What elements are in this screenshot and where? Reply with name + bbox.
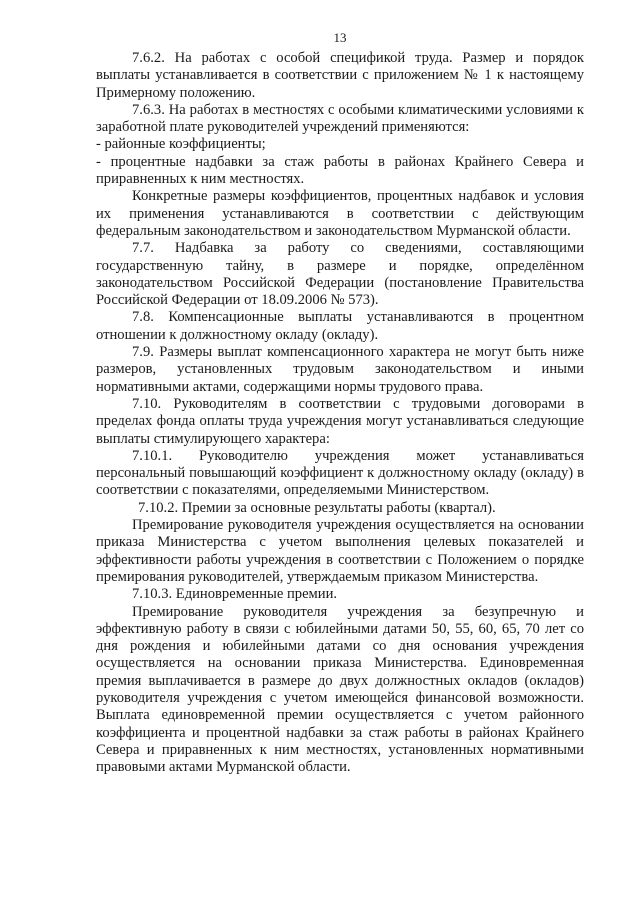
document-page xyxy=(96,30,584,890)
paragraph-7-7: 7.7. Надбавка за работу со сведениями, составляющими государственную тайну, в размере и порядке, определённом законодательством Российской Федерации (постановление Правительства Российской Федерации от 18.09.2006 № 573). xyxy=(96,240,584,309)
paragraph-7-6-3: 7.6.3. На работах в местностях с особыми климатическими условиями к заработной плате руководителей учреждений применяются: xyxy=(96,101,584,136)
paragraph-premium-quarterly: Премирование руководителя учреждения осуществляется на основании приказа Министерства с учетом выполнения целевых показателей и эффективности работы учреждения в соответствии с Положением о порядке премирования руководителей, утверждаемым приказом Министерства. xyxy=(96,517,584,585)
heading-7-10-3: 7.10.3. Единовременные премии. xyxy=(132,586,338,603)
paragraph-7-9: 7.9. Размеры выплат компенсационного характера не могут быть ниже размеров, установленных трудовым законодательством и иными нормативными актами, содержащими нормы трудового права. xyxy=(96,344,584,395)
paragraph-7-8: 7.8. Компенсационные выплаты устанавливаются в процентном отношении к должностному окладу (окладу). xyxy=(96,309,584,343)
page-number: 13 xyxy=(333,30,347,45)
paragraph-7-10-1: 7.10.1. Руководителю учреждения может устанавливаться персональный повышающий коэффициент к должностному окладу (окладу) в соответствии с показателями, определяемыми Министерством. xyxy=(96,447,584,499)
heading-7-10-2: 7.10.2. Премии за основные результаты работы (квартал). xyxy=(138,499,496,516)
list-item-percentage-allowances: - процентные надбавки за стаж работы в районах Крайнего Севера и приравненных к ним местностях. xyxy=(96,153,584,188)
paragraph-premium-one-time: Премирование руководителя учреждения за безупречную и эффективную работу в связи с юбилейными датами 50, 55, 60, 65, 70 лет со дня рождения и юбилейными датами со дня основания учреждения осуществляется на основании приказа Министерства. Единовременная премия выплачивается в размере до двух должностных окладов (окладов) руководителя учреждения с учетом имеющейся финансовой возможности. Выплата единовременной премии осуществляется с учетом районного коэффициента и процентной надбавки за стаж работы в районах Крайнего Севера и приравненных к ним местностях, установленных нормативными правовыми актами Мурманской области. xyxy=(96,603,584,776)
list-item-regional-coefficients: - районные коэффициенты; xyxy=(96,136,266,153)
paragraph-7-6-2: 7.6.2. На работах с особой спецификой труда. Размер и порядок выплаты устанавливается в соответствии с приложением № 1 к настоящему Примерному положению. xyxy=(96,50,584,101)
paragraph-7-10: 7.10. Руководителям в соответствии с трудовыми договорами в пределах фонда оплаты труда учреждения могут устанавливаться следующие выплаты стимулирующего характера: xyxy=(96,395,584,447)
paragraph-concrete-sizes: Конкретные размеры коэффициентов, процентных надбавок и условия их применения устанавливаются в соответствии с действующим федеральным законодательством и законодательством Мурманской области. xyxy=(96,188,584,239)
